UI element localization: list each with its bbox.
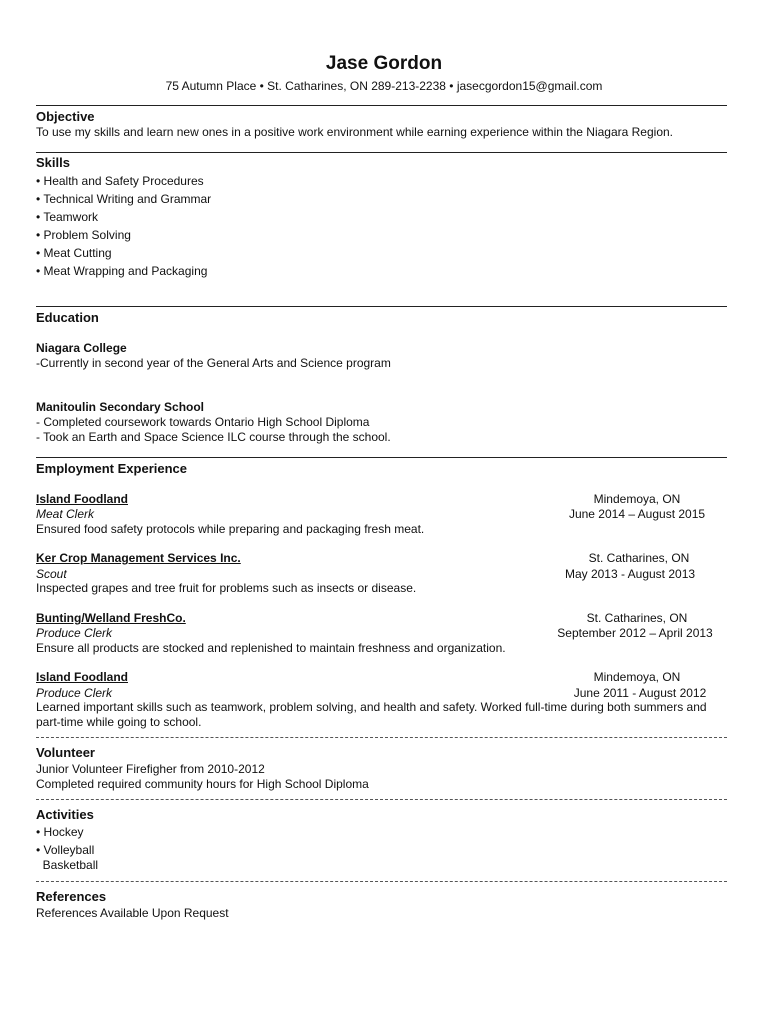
job-dates: May 2013 - August 2013	[564, 567, 696, 581]
skill-item: • Health and Safety Procedures	[36, 174, 204, 188]
skill-item: • Technical Writing and Grammar	[36, 192, 212, 206]
activities-heading: Activities	[36, 807, 94, 822]
objective-heading: Objective	[36, 109, 95, 124]
job-role: Scout	[36, 567, 67, 581]
job-location: St. Catharines, ON	[588, 551, 690, 565]
volunteer-heading: Volunteer	[36, 745, 95, 760]
school-detail: -Currently in second year of the General Arts and Science program	[36, 356, 391, 370]
divider	[36, 457, 727, 458]
job-dates: June 2011 - August 2012	[573, 686, 707, 700]
divider	[36, 152, 727, 153]
employer-name: Island Foodland	[36, 492, 128, 506]
activity-item: • Volleyball	[36, 843, 95, 857]
divider	[36, 737, 727, 738]
job-role: Produce Clerk	[36, 626, 113, 640]
skills-heading: Skills	[36, 155, 70, 170]
contact-line: 75 Autumn Place • St. Catharines, ON 289-213-2238 • jasecgordon15@gmail.com	[165, 79, 603, 93]
job-dates: June 2014 – August 2015	[568, 507, 706, 521]
resume-name: Jase Gordon	[325, 53, 443, 74]
job-dates: September 2012 – April 2013	[557, 626, 713, 640]
skill-item: • Problem Solving	[36, 228, 131, 242]
divider	[36, 105, 727, 106]
volunteer-line: Junior Volunteer Firefigher from 2010-2012	[36, 762, 265, 776]
job-role: Meat Clerk	[36, 507, 95, 521]
education-heading: Education	[36, 310, 99, 325]
school-detail: - Completed coursework towards Ontario High School Diploma	[36, 415, 370, 429]
activity-item: • Hockey	[36, 825, 84, 839]
job-location: Mindemoya, ON	[593, 670, 681, 684]
divider	[36, 799, 727, 800]
employer-name: Ker Crop Management Services Inc.	[36, 551, 241, 565]
divider	[36, 881, 727, 882]
job-role: Produce Clerk	[36, 686, 113, 700]
skill-item: • Meat Wrapping and Packaging	[36, 264, 208, 278]
references-heading: References	[36, 889, 107, 904]
divider	[36, 306, 727, 307]
school-name: Manitoulin Secondary School	[36, 400, 205, 414]
job-description: Ensure all products are stocked and replenished to maintain freshness and organization.	[36, 641, 506, 655]
job-location: Mindemoya, ON	[593, 492, 681, 506]
job-description: Ensured food safety protocols while preparing and packaging fresh meat.	[36, 522, 425, 536]
employer-name: Bunting/Welland FreshCo.	[36, 611, 186, 625]
skill-item: • Teamwork	[36, 210, 98, 224]
employment-heading: Employment Experience	[36, 461, 187, 476]
references-text: References Available Upon Request	[36, 906, 229, 920]
school-detail: - Took an Earth and Space Science ILC course through the school.	[36, 430, 391, 444]
activity-item: Basketball	[36, 858, 99, 872]
skill-item: • Meat Cutting	[36, 246, 112, 260]
job-description: Learned important skills such as teamwork, problem solving, and health and safety. Worked full-time during both summers and part-time while going to school.	[36, 700, 707, 729]
job-location: St. Catharines, ON	[586, 611, 688, 625]
objective-text: To use my skills and learn new ones in a positive work environment while earning experience within the Niagara Region.	[36, 125, 674, 139]
employer-name: Island Foodland	[36, 670, 128, 684]
volunteer-line: Completed required community hours for High School Diploma	[36, 777, 369, 791]
school-name: Niagara College	[36, 341, 127, 355]
job-description: Inspected grapes and tree fruit for problems such as insects or disease.	[36, 581, 417, 595]
